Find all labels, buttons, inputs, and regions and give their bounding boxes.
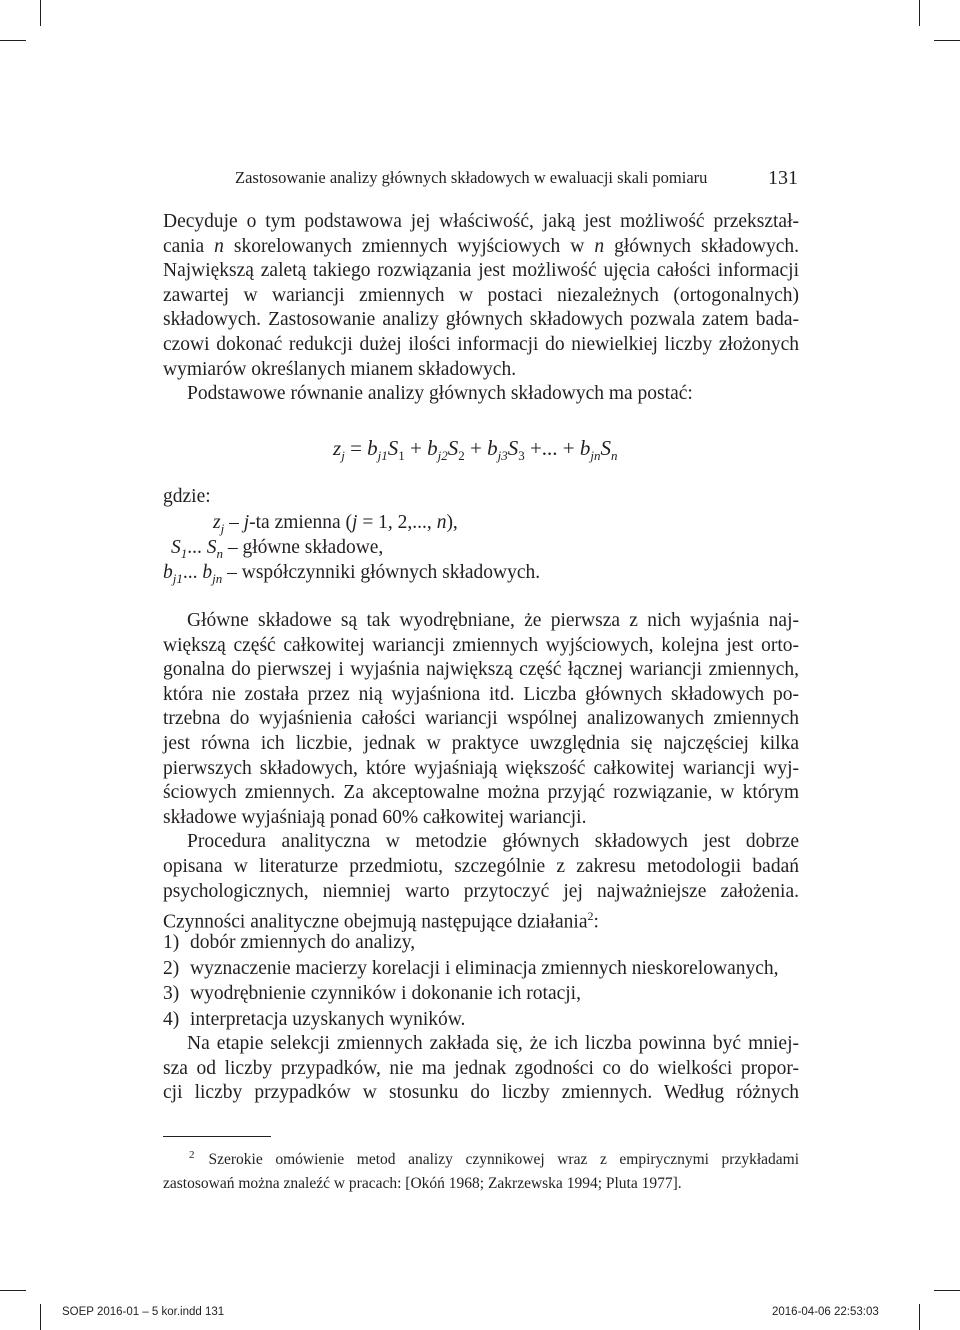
crop-mark: [0, 40, 26, 41]
list-item: 2) wyznaczenie macierzy korelacji i eliminacja zmiennych nieskorelowanych,: [163, 957, 779, 979]
text-line: jest równa ich liczbie, jednak w praktyce uwzględnia się najczęściej kilka: [163, 732, 799, 754]
page-number: 131: [768, 167, 798, 189]
text-line: składowych. Zastosowanie analizy głównych składowych pozwala zatem bada-: [163, 309, 799, 331]
crop-mark: [40, 0, 41, 26]
list-item: 1) dobór zmiennych do analizy,: [163, 932, 416, 953]
definition-b: $b_{j1}$... $b_{jn}$ – współczynniki głównych składowych.: [163, 562, 541, 586]
equation: $z_j = b_{j1}S_1 + b_{j2}S_2 + b_{j3}S_3$ +... + $b_{jn}S_n$: [333, 436, 618, 463]
definition-s: $S_1$... $S_n$ – główne składowe,: [171, 537, 384, 561]
paragraph-1: [163, 210, 799, 407]
page-header: [235, 164, 798, 194]
text-line: trzebna do wyjaśnienia całości wariancji wspólnej analizowanych zmiennych: [163, 708, 799, 730]
slug-timestamp: 2016-04-06 22:53:03: [772, 1306, 879, 1318]
text-line: Decyduje o tym podstawowa jej właściwość, jaką jest możliwość przekształ-: [163, 211, 799, 232]
text-line: gonalna do pierwszej i wyjaśnia największą część łącznej wariancji zmiennych,: [163, 659, 799, 681]
crop-mark: [0, 1290, 26, 1291]
crop-mark: [934, 40, 960, 41]
text-line: psychologicznych, niemniej warto przytoczyć jej najważniejsze założenia.: [163, 880, 799, 902]
text-line: ściowych zmiennych. Za akceptowalne można przyjąć rozwiązanie, w którym: [163, 782, 799, 804]
list-item: 3) wyodrębnienie czynników i dokonanie ich rotacji,: [163, 983, 581, 1004]
paragraph-5: [163, 1032, 799, 1106]
where-label: gdzie:: [163, 486, 211, 507]
text-line: Podstawowe równanie analizy głównych składowych ma postać:: [187, 383, 693, 405]
text-line: która nie została przez nią wyjaśniona itd. Liczba głównych składowych po-: [163, 683, 799, 705]
text-line: składowe wyjaśniają ponad 60% całkowitej wariancji.: [163, 806, 587, 828]
paragraph-3: [163, 609, 799, 935]
text-line: wymiarów określanych mianem składowych.: [163, 358, 517, 380]
steps-list: [163, 930, 803, 1032]
running-head: Zastosowanie analizy głównych składowych w ewaluacji skali pomiaru: [235, 168, 708, 187]
text-line: Największą zaletą takiego rozwiązania jest możliwość ujęcia całości informacji: [163, 260, 799, 282]
crop-mark: [40, 1304, 41, 1330]
crop-mark: [934, 1290, 960, 1291]
text-line: pierwszych składowych, które wyjaśniają większość całkowitej wariancji wyj-: [163, 757, 799, 779]
text-line: Główne składowe są tak wyodrębniane, że pierwsza z nich wyjaśnia naj-: [187, 610, 799, 631]
text-line: Czynności analityczne obejmują następujące działania$^2$:: [163, 909, 599, 933]
text-line: opisana w literaturze przedmiotu, szczególnie z zakresu metodologii badań: [163, 855, 799, 877]
text-line: Procedura analityczna w metodzie głównych składowych jest dobrze: [187, 831, 799, 853]
slug-file: SOEP 2016-01 – 5 kor.indd 131: [62, 1306, 225, 1318]
list-item: 4) interpretacja uzyskanych wyników.: [163, 1008, 466, 1030]
crop-mark: [919, 0, 920, 26]
text-line: cji liczby przypadków w stosunku do liczby zmiennych. Według różnych: [163, 1082, 799, 1104]
text-line: sza od liczby przypadków, nie ma jednak zgodności co do wielkości propor-: [163, 1057, 799, 1079]
text-line: cania n skorelowanych zmiennych wyjściowych w n głównych składowych.: [163, 235, 799, 257]
footnote: [163, 1143, 799, 1196]
crop-mark: [919, 1304, 920, 1330]
text-line: czowi dokonać redukcji dużej ilości informacji do niewielkiej liczby złożonych: [163, 333, 799, 355]
text-line: zawartej w wariancji zmiennych w postaci niezależnych (ortogonalnych): [163, 284, 799, 306]
definition-z: $z_j - j-ta$ zmienna (j = 1, 2,..., n),: [213, 512, 458, 536]
text-line: większą część całkowitej wariancji zmiennych wyjściowych, kolejna jest orto-: [163, 634, 799, 656]
text-line: Na etapie selekcji zmiennych zakłada się, że ich liczba powinna być mniej-: [187, 1033, 799, 1054]
footnote-line: zastosowań można znaleźć w pracach: [Okóń 1968; Zakrzewska 1994; Pluta 1977].: [163, 1175, 682, 1192]
footnote-line: $^2$ Szerokie omówienie metod analizy czynnikowej wraz z empirycznymi przykładami: [189, 1149, 799, 1168]
footnote-rule: [163, 1136, 271, 1137]
